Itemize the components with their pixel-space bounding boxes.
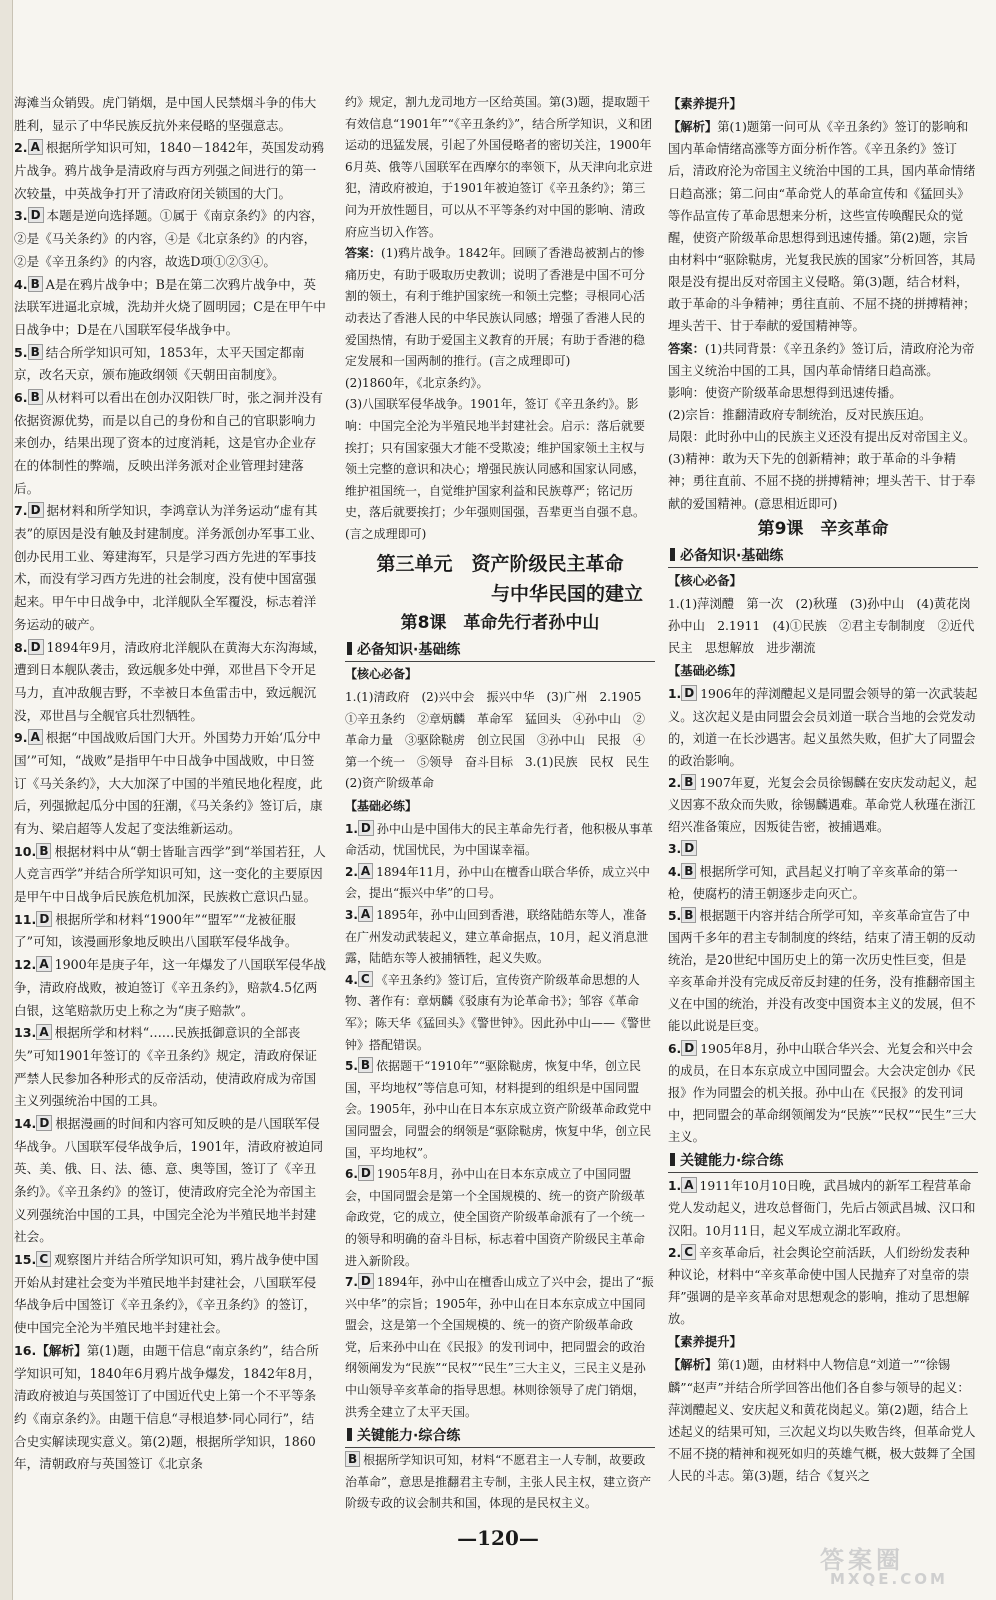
unit-title-line1: 第三单元 资产阶级民主革命 bbox=[376, 553, 624, 576]
answer-item bbox=[668, 772, 978, 838]
section-bar: 关键能力·综合练 bbox=[668, 1150, 978, 1173]
answer-item bbox=[345, 862, 655, 905]
question-number: 14. bbox=[14, 1115, 37, 1131]
answer-explanation: 根据所学知识可知，材料“不愿君主一人专制，故要政治革命”，意思是推翻君主专制，主张人民主权，建立资产阶级专政的议会制共和国，体现的是民权主义。 bbox=[345, 1453, 652, 1511]
section-heading: 【基础必练】 bbox=[345, 799, 418, 814]
answer-item bbox=[14, 137, 326, 205]
answer-choice: A bbox=[28, 139, 43, 155]
question-number: 3. bbox=[668, 842, 682, 857]
answer-choice: D bbox=[681, 1040, 697, 1056]
question-number: 16. bbox=[14, 1342, 37, 1358]
answer-item bbox=[14, 1249, 326, 1340]
question-number: 12. bbox=[14, 957, 37, 973]
paragraph: 局限：此时孙中山的民族主义还没有提出反对帝国主义。 bbox=[668, 430, 976, 445]
answer-explanation: 结合所学知识可知，1853年，太平天国定都南京，改名天京，颁布施政纲领《天朝田亩制度》。 bbox=[14, 344, 305, 383]
answer-explanation: 依据题干“1910年”“驱除鞑虏，恢复中华，创立民国，平均地权”等信息可知，材料提到的组织是中国同盟会。1905年，孙中山在日本东京成立资产阶级革命政党中国同盟会，同盟会的纲领是“驱除鞑虏，恢复中华，创立民国，平均地权”。 bbox=[345, 1059, 652, 1160]
paragraph: 1.(1)清政府 (2)兴中会 振兴中华 (3)广州 2.1905 ①辛丑条约 ②章炳麟 革命军 猛回头 ④孙中山 ②革命力量 ③驱除鞑虏 创立民国 ③孙中山 民报 ④第一个统一 ⑤领导 奋斗目标 3.(1)民族 民权 民生 (2)资产阶级革命 bbox=[345, 690, 662, 791]
watermark-text: 答案圈 bbox=[820, 1546, 904, 1574]
answer-choice: B bbox=[681, 863, 696, 879]
answer-item bbox=[14, 1113, 326, 1249]
answer-item bbox=[668, 1175, 978, 1241]
answer-choice: A bbox=[36, 1024, 51, 1040]
question-number: 1. bbox=[668, 687, 682, 702]
answer-choice: D bbox=[28, 207, 44, 223]
section-heading: 【核心必备】 bbox=[668, 573, 742, 588]
question-number: 2. bbox=[668, 775, 682, 790]
question-number: 13. bbox=[14, 1025, 37, 1041]
answer-item bbox=[14, 205, 326, 273]
answer-item bbox=[668, 683, 978, 772]
section-heading: 【素养提升】 bbox=[668, 97, 742, 111]
answer-choice: B bbox=[681, 907, 696, 923]
analysis-text: (1)鸦片战争。1842年。回顾了香港岛被割占的惨痛历史，有助于吸取历史教训；说明了香港是中国不可分割的领土，有利于维护国家统一和领土完整；寻根同心活动表达了香港人民的中华民族认同感；增强了香港人民的爱国热情，有助于爱国主义教育的开展；有助于香港的稳定发展和一国两制的推行。(言之成理即可) bbox=[345, 246, 646, 369]
question-number: 3. bbox=[14, 208, 28, 224]
answer-choice: A bbox=[681, 1177, 696, 1193]
answer-item bbox=[668, 1242, 978, 1331]
answer-choice: D bbox=[36, 911, 52, 927]
answer-item bbox=[345, 905, 655, 970]
answer-explanation: 1905年8月，孙中山联合华兴会、光复会和兴中会的成员，在日本东京成立中国同盟会。大会决定创办《民报》作为同盟会的机关报。孙中山在《民报》的发刊词中，把同盟会的革命纲领阐发为“民族”“民权”“民生”三大主义。 bbox=[668, 1041, 977, 1145]
answer-item bbox=[345, 1272, 655, 1423]
answer-item bbox=[14, 637, 326, 728]
unit-title-line2: 与中华民国的建立 bbox=[490, 583, 643, 606]
answer-choice: A bbox=[36, 956, 51, 972]
analysis-block bbox=[345, 243, 655, 373]
answer-explanation: 本题是逆向选择题。①属于《南京条约》的内容，②是《马关条约》的内容，④是《北京条约》的内容，②是《辛丑条约》的内容，故选D项①②③④。 bbox=[14, 208, 324, 269]
answer-item bbox=[14, 274, 326, 342]
answer-choice: D bbox=[681, 840, 697, 856]
question-number: 2. bbox=[668, 1245, 682, 1260]
question-number: 2. bbox=[345, 864, 358, 879]
paragraph: (3)八国联军侵华战争。1901年，签订《辛丑条约》。影响：中国完全沦为半殖民地半封建社会。启示：落后就要挨打；只有国家强大才能不受欺凌；维护国家领土主权与领土完整的意识和决心；增强民族认同感和国家认同感，维护祖国统一，自觉维护国家利益和民族尊严；铭记历史，落后就要挨打；少年强则国强，吾辈更当自强不息。(言之成理即可) bbox=[345, 397, 646, 541]
question-number: 2. bbox=[14, 140, 28, 156]
answer-choice: C bbox=[36, 1251, 51, 1267]
answer-choice: B bbox=[358, 1057, 373, 1073]
answer-choice: B bbox=[28, 344, 43, 360]
answer-item bbox=[668, 905, 978, 1038]
analysis-text: 第(1)题，由材料中人物信息“刘道一”“徐锡麟”“赵声”并结合所学回答出他们各自参与领导的起义：萍浏醴起义、安庆起义和黄花岗起义。第(2)题，结合上述起义的结果可知，三次起义均以失败告终，但革命党人不屈不挠的精神和视死如归的英雄气概，极大鼓舞了全国人民的斗志。第(3)题，结合《复兴之 bbox=[668, 1358, 976, 1484]
question-number: 6. bbox=[14, 389, 28, 405]
analysis-label: 【解析】 bbox=[668, 120, 718, 135]
answer-explanation: 根据所学和材料“1900年”“盟军”“龙被征服了”可知，该漫画形象地反映出八国联军侵华战争。 bbox=[14, 911, 298, 950]
answer-choice: D bbox=[358, 1165, 374, 1181]
question-number: 5. bbox=[14, 344, 28, 360]
answer-choice: A bbox=[28, 729, 43, 745]
section-bar: 必备知识·基础练 bbox=[345, 639, 655, 662]
question-number: 1. bbox=[668, 1179, 682, 1194]
analysis-text: 第(1)题，由题干信息“南京条约”，结合所学知识可知，1840年6月鸦片战争爆发，1842年8月，清政府被迫与英国签订了中国近代史上第一个不平等条约《南京条约》。由题干信息“寻根追梦·同心同行”，结合史实解读现实意义。第(2)题，根据所学知识，1860年，清朝政府与英国签订《北京条 bbox=[14, 1342, 321, 1472]
analysis-label: 答案： bbox=[668, 341, 705, 356]
analysis-label: 【解析】 bbox=[36, 1342, 87, 1358]
answer-choice: D bbox=[28, 502, 44, 518]
paragraph: (2)宗旨：推翻清政府专制统治，反对民族压迫。 bbox=[668, 407, 932, 422]
answer-explanation: 《辛丑条约》签订后，宣传资产阶级革命思想的人物、著作有：章炳麟《驳康有为论革命书》；邹容《革命军》；陈天华《猛回头》《警世钟》。因此孙中山——《警世钟》搭配错误。 bbox=[345, 972, 652, 1052]
question-number: 10. bbox=[14, 843, 37, 859]
answer-choice: D bbox=[358, 820, 374, 836]
answer-explanation: 根据题干内容并结合所学可知，辛亥革命宣告了中国两千多年的君主专制制度的终结，结束了清王朝的反动统治，是20世纪中国历史上的第一次历史性巨变，但是辛亥革命并没有完成反帝反封建的任务，没有推翻帝国主义在中国的统治，并没有改变中国资本主义的发展，但不能以此说是巨变。 bbox=[668, 908, 976, 1034]
answer-item bbox=[345, 819, 655, 862]
answer-item bbox=[14, 1022, 326, 1113]
answer-item bbox=[345, 1056, 655, 1164]
answer-explanation: 1907年夏，光复会会员徐锡麟在安庆发动起义，起义因寡不敌众而失败，徐锡麟遇难。革命党人秋瑾在浙江绍兴准备策应，因叛徒告密，被捕遇难。 bbox=[668, 775, 977, 835]
section-heading: 【基础必练】 bbox=[668, 664, 742, 679]
analysis-label: 答案： bbox=[345, 246, 382, 261]
answer-item bbox=[668, 838, 978, 860]
answer-item bbox=[668, 1038, 978, 1149]
question-number: 11. bbox=[14, 911, 37, 927]
section-bar: 必备知识·基础练 bbox=[668, 545, 978, 568]
watermark-url: MXQE.COM bbox=[830, 1570, 948, 1588]
answer-explanation: 1894年11月，孙中山在檀香山联合华侨，成立兴中会，提出“振兴中华”的口号。 bbox=[345, 864, 651, 901]
answer-item bbox=[14, 841, 326, 909]
paragraph: 约》规定，割九龙司地方一区给英国。第(3)题，提取题干有效信息“1901年”“《辛丑条约》”，结合所学知识，义和团运动的迅猛发展，引起了外国侵略者的密切关注，1900年6月英、俄等八国联军在西摩尔的率领下，从天津向北京进犯，清政府被迫，于1901年被迫签订《辛丑条约》；第三问为开放性题目，可以从不平等条约对中国的影响、清政府应当切入作答。 bbox=[345, 95, 653, 239]
answer-explanation: 根据材料中从“朝士皆耻言西学”到“举国若狂，人人竞言西学”并结合所学知识可知，这一变化的主要原因是甲午中日战争后民族危机加深，民族救亡意识凸显。 bbox=[14, 843, 326, 905]
answer-explanation: 1911年10月10日晚，武昌城内的新军工程营革命党人发动起义，进攻总督衙门，先后占领武昌城、汉口和汉阳。10月11日，起义军成立湖北军政府。 bbox=[668, 1179, 976, 1238]
answer-explanation: 据材料和所学知识，李鸿章认为洋务运动“虚有其表”的原因是没有触及封建制度。洋务派创办军事工业、创办民用工业、筹建海军，只是学习西方先进的军事技术，而没有学习西方先进的社会制度，没有使中国富强起来。甲午中日战争中，北洋舰队全军覆没，标志着洋务运动的破产。 bbox=[14, 503, 323, 632]
analysis-block bbox=[14, 1340, 326, 1476]
question-number: 3. bbox=[345, 908, 358, 922]
answer-item bbox=[668, 861, 978, 905]
answer-explanation: 根据所学可知，武昌起义打响了辛亥革命的第一枪，使腐朽的清王朝逐步走向灭亡。 bbox=[668, 864, 958, 901]
question-number: 8. bbox=[14, 639, 28, 655]
analysis-block bbox=[668, 338, 978, 382]
question-number: 4. bbox=[345, 972, 358, 987]
page-number: —120— bbox=[457, 1526, 539, 1550]
answer-choice: B bbox=[681, 774, 696, 790]
answer-choice: D bbox=[36, 1115, 52, 1131]
section-bar: 关键能力·综合练 bbox=[345, 1425, 655, 1448]
question-number: 15. bbox=[14, 1252, 37, 1268]
question-number: 6. bbox=[345, 1167, 358, 1182]
answer-explanation: 根据漫画的时间和内容可知反映的是八国联军侵华战争。八国联军侵华战争后，1901年，清政府被迫同英、美、俄、日、法、德、意、奥等国，签订了《辛丑条约》。《辛丑条约》的签订，使清政府完全沦为帝国主义列强统治中国的工具，中国完全沦为半殖民地半封建社会。 bbox=[14, 1115, 324, 1245]
analysis-block bbox=[668, 116, 978, 337]
answer-explanation: 根据所学和材料“……民族抵御意识的全部丧失”可知1901年签订的《辛丑条约》规定，清政府保证严禁人民参加各种形式的反帝活动，使清政府成为帝国主义列强统治中国的工具。 bbox=[14, 1025, 317, 1109]
question-number: 5. bbox=[345, 1059, 358, 1074]
question-number: 6. bbox=[668, 1041, 682, 1056]
answer-choice: D bbox=[28, 639, 44, 655]
answer-item bbox=[345, 1450, 655, 1515]
paragraph: 海滩当众销毁。虎门销烟，是中国人民禁烟斗争的伟大胜利，显示了中华民族反抗外来侵略的坚强意志。 bbox=[14, 95, 317, 133]
analysis-text: (1)共同背景：《辛丑条约》签订后，清政府沦为帝国主义统治中国的工具，国内革命情绪日趋高涨。 bbox=[668, 341, 975, 378]
answer-explanation: 1900年是庚子年，这一年爆发了八国联军侵华战争，清政府战败，被迫签订《辛丑条约》，赔款4.5亿两白银，这笔赔款历史上称之为“庚子赔款”。 bbox=[14, 957, 326, 1018]
section-heading: 【核心必备】 bbox=[345, 667, 418, 682]
answer-item bbox=[14, 500, 326, 636]
answer-choice: D bbox=[358, 1273, 374, 1289]
answer-choice: B bbox=[345, 1451, 360, 1467]
answer-explanation: 1895年，孙中山回到香港，联络陆皓东等人，准备在广州发动武装起义，建立革命据点，10月，起义消息泄露，陆皓东等人被捕牺牲，起义失败。 bbox=[345, 908, 649, 966]
answer-choice: C bbox=[358, 971, 373, 987]
answer-item bbox=[345, 1164, 655, 1272]
answer-choice: A bbox=[358, 906, 373, 922]
answer-choice: B bbox=[28, 276, 43, 292]
answer-explanation: 根据“中国战败后国门大开。外国势力开始‘瓜分中国’”可知，“战败”是指甲午中日战争中国战败，中日签订《马关条约》，大大加深了中国的半殖民地化程度，此后，列强掀起瓜分中国的狂潮，《马关条约》签订后，康有为、梁启超等人发起了变法维新运动。 bbox=[14, 730, 323, 836]
paragraph: (2)1860年，《北京条约》。 bbox=[345, 375, 489, 390]
answer-choice: B bbox=[28, 389, 43, 405]
watermark-logo bbox=[820, 1540, 985, 1592]
unit-title bbox=[345, 549, 655, 609]
answer-explanation: 根据所学知识可知，1840－1842年，英国发动鸦片战争。鸦片战争是清政府与西方列强之间进行的第一次较量，中英战争打开了清政府闭关锁国的大门。 bbox=[14, 140, 325, 201]
column-right bbox=[668, 92, 984, 1487]
answer-explanation: 1894年9月，清政府北洋舰队在黄海大东沟海域，遭到日本舰队袭击，致远舰多处中弹，邓世昌下令开足马力，直冲敌舰吉野，不幸被日本鱼雷击中，致远舰沉没，邓世昌与全舰官兵壮烈牺牲。 bbox=[14, 639, 326, 723]
column-middle bbox=[345, 92, 662, 1515]
answer-choice: B bbox=[36, 843, 51, 859]
question-number: 1. bbox=[345, 821, 358, 836]
answer-explanation: 1906年的萍浏醴起义是同盟会领导的第一次武装起义。这次起义是由同盟会会员刘道一联合当地的会党发动的，刘道一在长沙遇害。起义虽然失败，但扩大了同盟会的政治影响。 bbox=[668, 687, 978, 768]
answer-choice: A bbox=[358, 863, 373, 879]
answer-explanation: 观察图片并结合所学知识可知，鸦片战争使中国开始从封建社会变为半殖民地半封建社会，八国联军侵华战争后中国签订《辛丑条约》，《辛丑条约》的签订，使中国完全沦为半殖民地半封建社会。 bbox=[14, 1252, 319, 1336]
answer-choice: D bbox=[681, 685, 697, 701]
answer-explanation: 孙中山是中国伟大的民主革命先行者，他积极从事革命活动，忧国忧民，为中国谋幸福。 bbox=[345, 821, 653, 858]
question-number: 4. bbox=[14, 276, 28, 292]
analysis-text: 第(1)题第一问可从《辛丑条约》签订的影响和国内革命情绪高涨等方面分析作答。《辛丑条约》签订后，清政府沦为帝国主义统治中国的工具，国内革命情绪日趋高涨；第二问由“革命党人的革命宣传和《猛回头》等作品宣传了革命思想来分析，这些宣传唤醒民众的觉醒，使资产阶级革命思想得到迅速传播。第(2)题，宗旨由材料中“驱除鞑虏，光复我民族的国家”分析回答，其局限是没有提出反对帝国主义侵略。第(3)题，结合材料，敢于革命的斗争精神；勇往直前、不屈不挠的拼搏精神；埋头苦干、甘于奉献的爱国精神等。 bbox=[668, 120, 976, 334]
answer-item bbox=[14, 387, 326, 500]
answer-item bbox=[14, 342, 326, 387]
analysis-block bbox=[668, 1354, 978, 1487]
binding-edge bbox=[0, 0, 13, 1600]
answer-explanation: 1894年，孙中山在檀香山成立了兴中会，提出了“振兴中华”的宗旨；1905年，孙中山在日本东京成立中国同盟会，这是第一个全国规模的、统一的资产阶级革命政党，后来孙中山在《民报》的发刊词中，把同盟会的政治纲领阐发为“民族”“民权”“民生”三大主义，三民主义是孙中山领导辛亥革命的指导思想。林则徐领导了虎门销烟，洪秀全建立了太平天国。 bbox=[345, 1275, 654, 1419]
question-number: 5. bbox=[668, 908, 682, 923]
answer-explanation: 辛亥革命后，社会舆论空前活跃，人们纷纷发表种种议论，材料中“辛亥革命使中国人民抛弃了对皇帝的崇拜”强调的是辛亥革命对思想观念的影响，推动了思想解放。 bbox=[668, 1245, 970, 1327]
column-left bbox=[14, 92, 326, 1476]
question-number: 7. bbox=[345, 1275, 358, 1290]
question-number: 9. bbox=[14, 730, 28, 746]
answer-item bbox=[14, 727, 326, 840]
answer-item bbox=[14, 909, 326, 954]
lesson-title: 第9课 辛亥革命 bbox=[757, 518, 889, 539]
paragraph: 1.(1)萍浏醴 第一次 (2)秋瑾 (3)孙中山 (4)黄花岗 孙中山 2.1911 (4)①民族 ②君主专制制度 ②近代民主 思想解放 进步潮流 bbox=[668, 596, 984, 656]
answer-explanation: A是在鸦片战争中；B是在第二次鸦片战争中，英法联军进逼北京城，洗劫并火烧了圆明园；C是在甲午中日战争中；D是在八国联军侵华战争中。 bbox=[14, 276, 326, 337]
paragraph: (3)精神：敢为天下先的创新精神；敢于革命的斗争精神；勇往直前、不屈不挠的拼搏精神；埋头苦干、甘于奉献的爱国精神。(意思相近即可) bbox=[668, 452, 976, 511]
analysis-label: 【解析】 bbox=[668, 1358, 718, 1373]
question-number: 4. bbox=[668, 864, 682, 879]
answer-item bbox=[345, 970, 655, 1056]
answer-item bbox=[14, 954, 326, 1022]
question-number: 7. bbox=[14, 503, 28, 519]
answer-explanation: 从材料可以看出在创办汉阳铁厂时，张之洞并没有依据资源优势，而是以自己的身份和自己的官职影响力来创办，结果出现了资本的过度消耗，这是官办企业存在的体制性的弊端，反映出洋务派对企业管理封建落后。 bbox=[14, 389, 323, 496]
answer-explanation: 1905年8月，孙中山在日本东京成立了中国同盟会，中国同盟会是第一个全国规模的、统一的资产阶级革命政党，它的成立，使全国资产阶级革命派有了一个统一的领导和明确的奋斗目标，标志着中国资产阶级民主革命进入新阶段。 bbox=[345, 1167, 646, 1268]
section-heading: 【素养提升】 bbox=[668, 1335, 742, 1350]
lesson-title: 第8课 革命先行者孙中山 bbox=[400, 613, 600, 634]
paragraph: 影响：使资产阶级革命思想得到迅速传播。 bbox=[668, 385, 902, 400]
answer-choice: C bbox=[681, 1244, 696, 1260]
